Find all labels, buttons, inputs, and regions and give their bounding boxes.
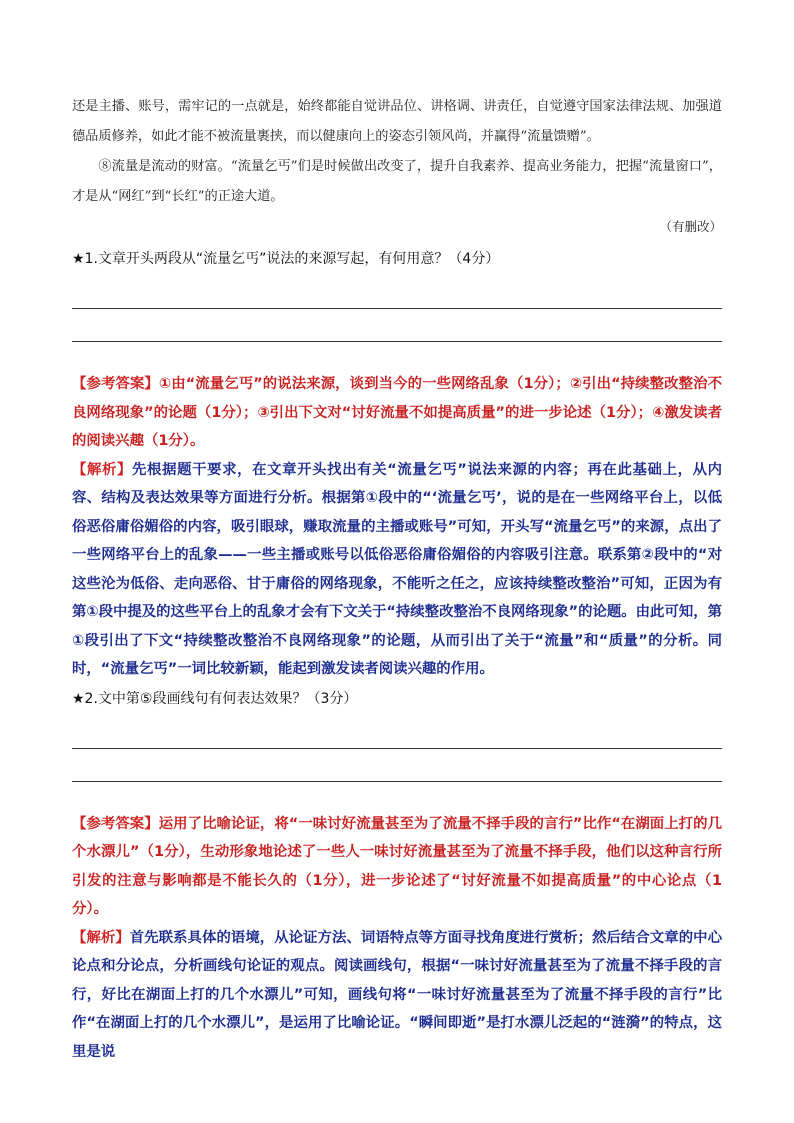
analysis-q2 xyxy=(72,924,722,1067)
analysis-tag: 【解析】 xyxy=(72,461,133,478)
document-page xyxy=(72,92,722,1066)
reference-answer-q2 xyxy=(72,810,722,924)
passage-text xyxy=(72,92,722,212)
reference-answer-body: ①由“流量乞丐”的说法来源，谈到当今的一些网络乱象（1分）；②引出“持续整改整治不良网络现象”的论题（1分）；③引出下文对“讨好流量不如提高质量”的进一步论述（1分）；④激发读者的阅读兴趣（1分）。 xyxy=(72,376,722,449)
question-2: ★2.文中第⑤段画线句有何表达效果？（3分） xyxy=(72,690,358,707)
passage-paragraph-continued: 还是主播、账号，需牢记的一点就是，始终都能自觉讲品位、讲格调、讲责任，自觉遵守国家法律法规、加强道德品质修养，如此才能不被流量裹挟，而以健康向上的姿态引领风尚，并赢得“流量馈赠”。 xyxy=(72,99,722,144)
reference-answer-tag: 【参考答案】 xyxy=(72,815,159,832)
question-1: ★1.文章开头两段从“流量乞丐”说法的来源写起，有何用意？（4分） xyxy=(72,251,500,267)
analysis-tag: 【解析】 xyxy=(72,929,130,946)
analysis-q1 xyxy=(72,456,722,684)
analysis-body: 首先联系具体的语境，从论证方法、词语特点等方面寻找角度进行赏析；然后结合文章的中心论点和分论点，分析画线句论证的观点。阅读画线句，根据“一味讨好流量甚至为了流量不择手段的言行，好比在湖面上打的几个水漂儿”可知，画线句将“一味讨好流量甚至为了流量不择手段的言行”比作“在湖面上打的几个水漂儿”，是运用了比喻论证。“瞬间即逝”是打水漂儿泛起的“涟漪”的特点，这里是说 xyxy=(72,929,722,1060)
source-note: （有删改） xyxy=(659,219,722,234)
answer-lines-q1 xyxy=(72,274,722,342)
analysis-body: 先根据题干要求，在文章开头找出有关“流量乞丐”说法来源的内容；再在此基础上，从内容、结构及表达效果等方面进行分析。根据第①段中的“‘流量乞丐’，说的是在一些网络平台上，以低俗恶俗庸俗媚俗的内容，吸引眼球，赚取流量的主播或账号”可知，开头写“流量乞丐”的来源，点出了一些网络平台上的乱象——一些主播或账号以低俗恶俗庸俗媚俗的内容吸引注意。联系第②段中的“对这些沦为低俗、走向恶俗、甘于庸俗的网络现象，不能听之任之，应该持续整改整治”可知，正因为有第①段中提及的这些平台上的乱象才会有下文关于“持续整改整治不良网络现象”的论题。由此可知，第①段引出了下文“持续整改整治不良网络现象”的论题，从而引出了关于“流量”和“质量”的分析。同时，“流量乞丐”一词比较新颖，能起到激发读者阅读兴趣的作用。 xyxy=(72,461,722,677)
answer-lines-q2 xyxy=(72,714,722,782)
answer-line xyxy=(72,748,722,749)
reference-answer-tag: 【参考答案】 xyxy=(72,376,159,392)
answer-line xyxy=(72,341,722,342)
answer-line xyxy=(72,308,722,309)
reference-answer-body: 运用了比喻论证，将“一味讨好流量甚至为了流量不择手段的言行”比作“在湖面上打的几个水漂儿”（1分），生动形象地论述了一些人一味讨好流量甚至为了流量不择手段，他们以这种言行所引发的注意与影响都是不能长久的（1分），进一步论述了“讨好流量不如提高质量”的中心论点（1分）。 xyxy=(72,815,722,917)
answer-line xyxy=(72,781,722,782)
reference-answer-q1 xyxy=(72,370,722,456)
passage-paragraph-8: ⑧流量是流动的财富。“流量乞丐”们是时候做出改变了，提升自我素养、提高业务能力，把握“流量窗口”，才是从“网红”到“长红”的正途大道。 xyxy=(72,159,722,204)
